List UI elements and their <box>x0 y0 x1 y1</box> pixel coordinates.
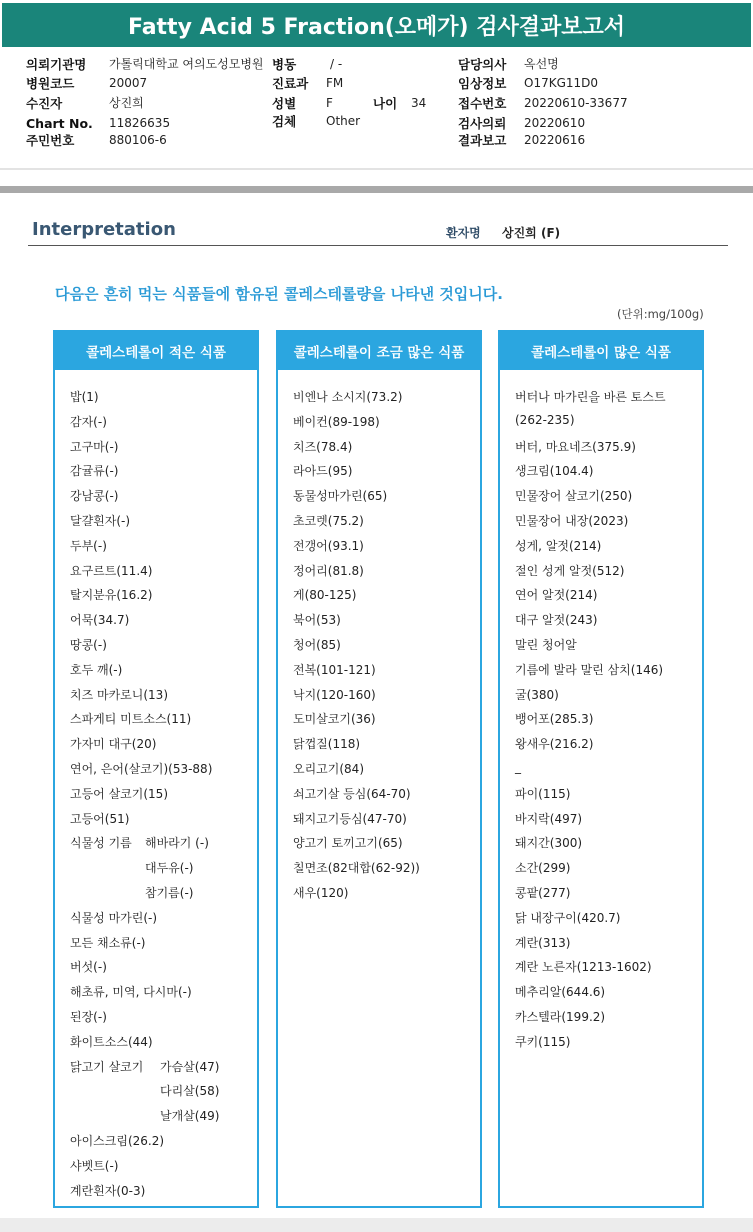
food-item: 요구르트(11.4) <box>70 563 153 578</box>
label-department: 진료과 <box>272 76 309 91</box>
label-receipt-no: 접수번호 <box>458 96 507 111</box>
food-item: 쇠고기살 등심(64-70) <box>293 786 411 801</box>
food-item: 칠면조(82대합(62-92)) <box>293 861 420 876</box>
value-test-request: 20220610 <box>524 116 586 130</box>
label-patient: 수진자 <box>26 96 63 111</box>
food-item: 참기름(-) <box>145 886 194 900</box>
food-item: 바지락(497) <box>515 811 583 826</box>
food-item: 새우(120) <box>293 886 349 900</box>
food-item: 라아드(95) <box>293 464 353 479</box>
patient-name-label: 환자명 <box>446 226 481 240</box>
food-item: 강남콩(-) <box>70 489 119 504</box>
food-item: 아이스크림(26.2) <box>70 1134 165 1148</box>
food-item: 가슴살(47) <box>160 1059 220 1074</box>
label-age: 나이 <box>373 96 398 111</box>
food-item: 고구마(-) <box>70 439 119 454</box>
food-item: 땅콩(-) <box>70 638 107 652</box>
column-medium-cholesterol <box>276 330 482 1208</box>
food-item: 북어(53) <box>293 613 341 628</box>
food-item: 절인 성게 알젓(512) <box>515 563 625 578</box>
interpretation-heading: Interpretation <box>32 219 176 240</box>
label-sex: 성별 <box>272 96 297 111</box>
value-resident-no: 880106-6 <box>109 133 167 147</box>
food-item: 감귤류(-) <box>70 464 119 479</box>
food-item: 생크림(104.4) <box>515 464 594 479</box>
value-sex: F <box>326 96 333 110</box>
food-item: 연어, 은어(살코기)(53-88) <box>70 762 213 776</box>
food-item: 된장(-) <box>70 1010 107 1024</box>
food-item: 비엔나 소시지(73.2) <box>293 390 403 404</box>
label-clinical-info: 임상정보 <box>458 76 507 91</box>
food-item: 식물성 마가린(-) <box>70 910 158 925</box>
column-low-cholesterol <box>53 330 259 1208</box>
report-title: Fatty Acid 5 Fraction(오메가) 검사결과보고서 <box>2 3 751 47</box>
food-item: 돼지간(300) <box>515 836 583 851</box>
unit-label: (단위:mg/100g) <box>617 307 704 321</box>
food-item: 정어리(81.8) <box>293 563 364 578</box>
food-item: 계란흰자(0-3) <box>70 1183 146 1198</box>
food-item: 치즈(78.4) <box>293 439 353 454</box>
label-resident-no: 주민번호 <box>26 133 75 148</box>
food-item: 왕새우(216.2) <box>515 737 594 752</box>
food-item: 고등어(51) <box>70 811 130 826</box>
value-department: FM <box>326 76 344 90</box>
food-item: 연어 알젓(214) <box>515 588 598 603</box>
value-specimen: Other <box>326 114 361 128</box>
food-item: 날개살(49) <box>160 1109 220 1124</box>
section-divider <box>0 186 753 193</box>
label-requesting-institution: 의뢰기관명 <box>26 57 87 72</box>
food-item: 버터, 마요네즈(375.9) <box>515 439 636 454</box>
value-clinical-info: O17KG11D0 <box>524 76 599 90</box>
intro-text: 다음은 흔히 먹는 식품들에 함유된 콜레스테롤량을 나타낸 것입니다. <box>55 285 503 303</box>
food-item: 식물성 기름 <box>70 836 132 851</box>
food-item: 동물성마가린(65) <box>293 489 388 504</box>
label-ward: 병동 <box>272 57 297 72</box>
food-item: 카스텔라(199.2) <box>515 1010 606 1024</box>
food-item: 기름에 발라 말린 삼치(146) <box>515 662 664 677</box>
food-item: 다리살(58) <box>160 1084 220 1099</box>
food-item: 치즈 마카로니(13) <box>70 687 168 702</box>
food-item: 게(80-125) <box>293 588 357 603</box>
food-item: 굴(380) <box>515 687 559 702</box>
food-item: 쿠키(115) <box>515 1034 571 1049</box>
food-item: 양고기 토끼고기(65) <box>293 836 403 851</box>
food-item: 베이컨(89-198) <box>293 414 380 429</box>
food-item: 고등어 살코기(15) <box>70 786 168 801</box>
value-patient: 상진희 <box>109 96 144 110</box>
food-item: 도미살코기(36) <box>293 712 376 727</box>
food-item: 소간(299) <box>515 861 571 876</box>
food-item: 전복(101-121) <box>293 662 376 677</box>
food-item: 닭고기 살코기 <box>70 1059 144 1074</box>
food-item: 닭껍질(118) <box>293 737 361 752</box>
food-item: (262-235) <box>515 412 575 427</box>
interpretation-underline <box>28 245 728 246</box>
food-item: 청어(85) <box>293 638 341 652</box>
value-ward: / - <box>330 57 343 71</box>
label-test-request: 검사의뢰 <box>458 116 507 131</box>
food-item: 가자미 대구(20) <box>70 737 157 752</box>
column-title: 콜레스테롤이 많은 식품 <box>500 332 702 370</box>
food-item: 샤벳트(-) <box>70 1158 119 1173</box>
food-item: 해바라기 (-) <box>145 836 209 851</box>
value-hospital-code: 20007 <box>109 76 148 90</box>
food-item: 감자(-) <box>70 414 107 429</box>
page-footer-band <box>0 1218 753 1232</box>
value-requesting-institution: 가톨릭대학교 여의도성모병원 <box>109 57 264 71</box>
food-item: 해초류, 미역, 다시마(-) <box>70 985 192 1000</box>
food-item: 전갱어(93.1) <box>293 538 364 553</box>
food-item: 낙지(120-160) <box>293 687 376 702</box>
food-item: 두부(-) <box>70 538 107 553</box>
label-doctor: 담당의사 <box>458 57 507 72</box>
food-item: 민물장어 내장(2023) <box>515 514 629 528</box>
label-result-report: 결과보고 <box>458 133 507 148</box>
food-item: 호두 깨(-) <box>70 662 123 677</box>
food-item: 대구 알젓(243) <box>515 613 598 628</box>
value-age: 34 <box>411 96 427 110</box>
label-chart-no: Chart No. <box>26 116 93 131</box>
food-item: 화이트소스(44) <box>70 1034 153 1049</box>
food-item: 계란 노른자(1213-1602) <box>515 960 652 975</box>
food-item: 민물장어 살코기(250) <box>515 489 633 504</box>
food-item: 돼지고기등심(47-70) <box>293 811 407 826</box>
food-item: 메추리알(644.6) <box>515 985 606 1000</box>
food-item: _ <box>515 760 521 774</box>
food-item: 닭 내장구이(420.7) <box>515 910 621 925</box>
food-item: 어묵(34.7) <box>70 613 130 628</box>
food-item: 모든 채소류(-) <box>70 935 146 950</box>
food-item: 말린 청어알 <box>515 638 577 652</box>
food-item: 뱅어포(285.3) <box>515 712 594 727</box>
food-item: 계란(313) <box>515 935 571 950</box>
label-hospital-code: 병원코드 <box>26 76 75 91</box>
food-item: 콩팥(277) <box>515 886 571 900</box>
column-title: 콜레스테롤이 적은 식품 <box>55 332 257 370</box>
food-item: 파이(115) <box>515 786 571 801</box>
label-specimen: 검체 <box>272 114 297 129</box>
divider <box>0 168 753 170</box>
column-title: 콜레스테롤이 조금 많은 식품 <box>278 332 480 370</box>
food-item: 버터나 마가린을 바른 토스트 <box>515 390 666 404</box>
value-result-report: 20220616 <box>524 133 586 147</box>
value-receipt-no: 20220610-33677 <box>524 96 628 110</box>
food-item: 달걀흰자(-) <box>70 514 131 528</box>
patient-name-value: 상진희 (F) <box>502 226 561 240</box>
column-high-cholesterol <box>498 330 704 1208</box>
food-item: 버섯(-) <box>70 960 107 975</box>
food-item: 대두유(-) <box>145 861 194 876</box>
food-item: 스파게티 미트소스(11) <box>70 712 192 727</box>
food-item: 밥(1) <box>70 390 99 404</box>
food-item: 성게, 알젓(214) <box>515 538 602 553</box>
food-item: 탈지분유(16.2) <box>70 588 153 603</box>
value-chart-no: 11826635 <box>109 116 171 130</box>
food-item: 오리고기(84) <box>293 762 365 776</box>
food-item: 초코렛(75.2) <box>293 514 364 528</box>
value-doctor: 옥선명 <box>524 57 559 71</box>
